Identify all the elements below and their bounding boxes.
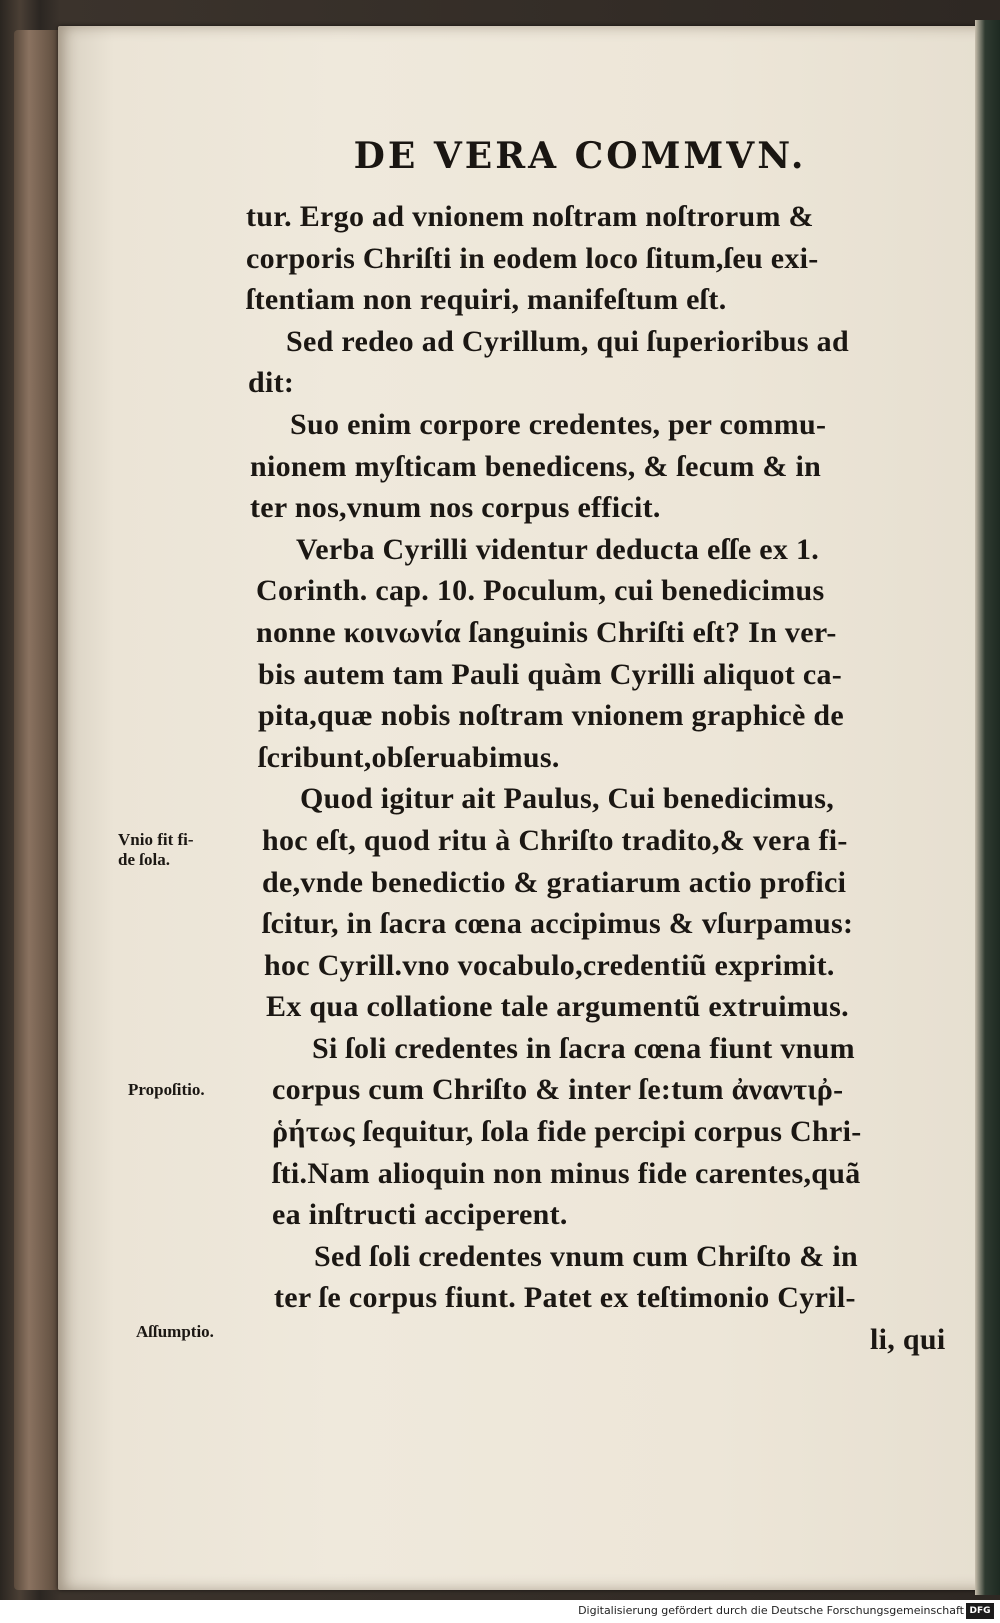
text-line: corpus cum Chriſto & inter ſe:tum ἀναντιῤ- xyxy=(272,1073,844,1107)
running-head: DE VERA COMMVN. xyxy=(353,135,807,177)
text-line: pita,quæ nobis noſtram vnionem graphicè de xyxy=(258,699,844,733)
text-line: Corinth. cap. 10. Poculum, cui benedicimus xyxy=(256,574,825,608)
margin-note-assumptio: Aſſumptio. xyxy=(136,1322,214,1341)
body-text xyxy=(240,196,960,1361)
text-line: hoc eſt, quod ritu à Chriſto tradito,& vera fi- xyxy=(262,823,848,857)
text-line: nonne κοινωνία ſanguinis Chriſti eſt? In ver- xyxy=(256,615,837,649)
text-line: dit: xyxy=(248,366,295,400)
text-line: Suo enim corpore credentes, per commu- xyxy=(290,407,827,441)
text-line: de,vnde benedictio & gratiarum actio profici xyxy=(262,865,847,899)
text-line: corporis Chriſti in eodem loco ſitum,ſeu exi- xyxy=(246,241,819,275)
text-line: ῥήτως ſequitur, ſola fide percipi corpus Chri- xyxy=(272,1115,862,1149)
text-line: ſcitur, in ſacra cœna accipimus & vſurpamus: xyxy=(262,907,854,941)
text-line: ter ſe corpus fiunt. Patet ex teſtimonio Cyril- xyxy=(274,1281,856,1315)
text-line: ſcribunt,obſeruabimus. xyxy=(258,740,560,774)
book-binding xyxy=(14,30,64,1590)
text-line: Si ſoli credentes in ſacra cœna fiunt vnum xyxy=(312,1031,855,1065)
footer-credit: Digitalisierung gefördert durch die Deutsche Forschungsgemeinschaft xyxy=(578,1604,964,1617)
margin-note-line: de ſola. xyxy=(118,850,170,869)
text-line: nionem myſticam benedicens, & ſecum & in xyxy=(250,449,822,483)
text-line: tur. Ergo ad vnionem noſtram noſtrorum & xyxy=(246,200,814,233)
text-line: ter nos,vnum nos corpus efficit. xyxy=(250,491,661,525)
margin-note-vnio xyxy=(118,830,194,870)
text-line: hoc Cyrill.vno vocabulo,credentiũ exprimit. xyxy=(264,948,835,982)
text-line: ea inſtructi acciperent. xyxy=(272,1198,568,1232)
margin-note-propositio: Propoſitio. xyxy=(128,1080,205,1099)
text-line: ſti.Nam alioquin non minus fide carentes,quã xyxy=(272,1156,861,1190)
text-line: ſtentiam non requiri, manifeſtum eſt. xyxy=(246,283,727,317)
text-line: Ex qua collatione tale argumentũ extruimus. xyxy=(266,990,849,1024)
book-edge-right xyxy=(975,20,1000,1595)
text-line: Sed redeo ad Cyrillum, qui ſuperioribus ad xyxy=(286,324,849,358)
text-line: Quod igitur ait Paulus, Cui benedicimus, xyxy=(300,782,835,816)
margin-note-line: Vnio fit fi- xyxy=(118,830,194,849)
text-line: Sed ſoli credentes vnum cum Chriſto & in xyxy=(314,1239,858,1273)
dfg-logo: DFG xyxy=(966,1603,994,1619)
text-line: li, qui xyxy=(870,1323,946,1357)
text-line: bis autem tam Pauli quàm Cyrilli aliquot ca- xyxy=(258,657,843,691)
text-line: Verba Cyrilli videntur deducta eſſe ex 1. xyxy=(296,532,820,566)
